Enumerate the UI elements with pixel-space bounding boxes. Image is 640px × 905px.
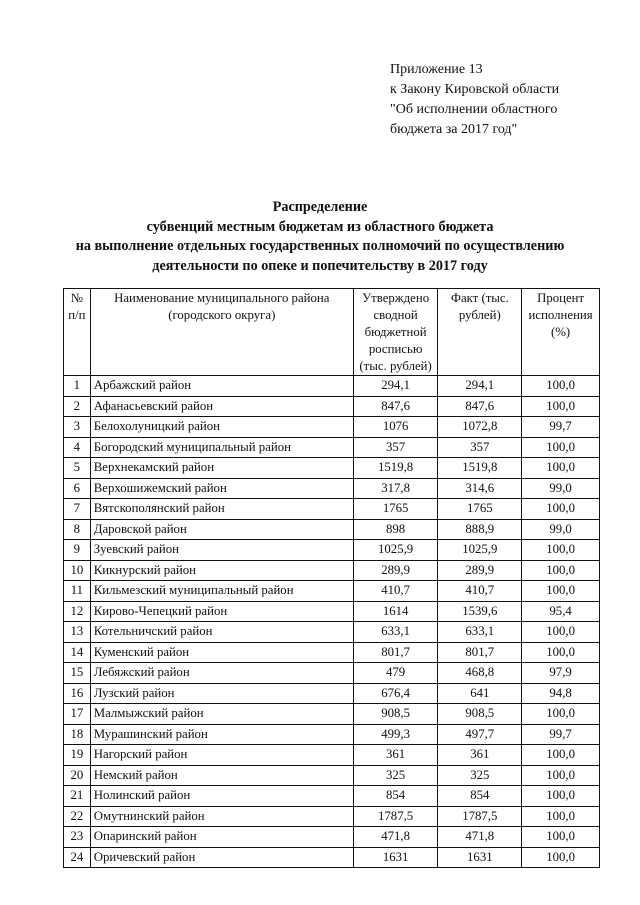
header-fact: Факт (тыс. рублей) (438, 289, 522, 376)
row-percent-cell: 100,0 (522, 437, 600, 458)
row-num-cell: 1 (64, 376, 91, 397)
row-name-cell: Нагорский район (90, 745, 353, 766)
row-approved-cell: 294,1 (353, 376, 438, 397)
row-fact-cell: 361 (438, 745, 522, 766)
row-name-cell: Зуевский район (90, 540, 353, 561)
appendix-line: бюджета за 2017 год" (390, 122, 518, 137)
row-approved-cell: 1076 (353, 417, 438, 438)
row-num-cell: 2 (64, 396, 91, 417)
row-approved-cell: 908,5 (353, 704, 438, 725)
row-percent-cell: 97,9 (522, 663, 600, 684)
table-row (64, 847, 600, 868)
row-percent-cell: 100,0 (522, 827, 600, 848)
table-row (64, 478, 600, 499)
table-row (64, 663, 600, 684)
row-percent-cell: 100,0 (522, 499, 600, 520)
row-percent-cell: 100,0 (522, 847, 600, 868)
row-name-cell: Кикнурский район (90, 560, 353, 581)
row-num-cell: 12 (64, 601, 91, 622)
table-row (64, 376, 600, 397)
row-fact-cell: 1519,8 (438, 458, 522, 479)
row-num-cell: 18 (64, 724, 91, 745)
row-percent-cell: 100,0 (522, 540, 600, 561)
row-approved-cell: 676,4 (353, 683, 438, 704)
row-approved-cell: 471,8 (353, 827, 438, 848)
row-approved-cell: 357 (353, 437, 438, 458)
row-percent-cell: 100,0 (522, 704, 600, 725)
row-num-cell: 6 (64, 478, 91, 499)
table-row (64, 724, 600, 745)
row-name-cell: Богородский муниципальный район (90, 437, 353, 458)
row-name-cell: Немский район (90, 765, 353, 786)
row-fact-cell: 847,6 (438, 396, 522, 417)
row-percent-cell: 99,0 (522, 519, 600, 540)
table-row (64, 581, 600, 602)
table-header-row (64, 289, 600, 376)
row-name-cell: Верхошижемский район (90, 478, 353, 499)
row-fact-cell: 1765 (438, 499, 522, 520)
subventions-table (63, 288, 600, 868)
row-percent-cell: 100,0 (522, 581, 600, 602)
row-percent-cell: 94,8 (522, 683, 600, 704)
row-fact-cell: 641 (438, 683, 522, 704)
row-num-cell: 19 (64, 745, 91, 766)
row-approved-cell: 479 (353, 663, 438, 684)
row-percent-cell: 100,0 (522, 622, 600, 643)
row-percent-cell: 100,0 (522, 806, 600, 827)
row-approved-cell: 898 (353, 519, 438, 540)
row-approved-cell: 361 (353, 745, 438, 766)
row-approved-cell: 1631 (353, 847, 438, 868)
row-name-cell: Малмыжский район (90, 704, 353, 725)
row-num-cell: 10 (64, 560, 91, 581)
row-approved-cell: 801,7 (353, 642, 438, 663)
table-row (64, 704, 600, 725)
row-fact-cell: 294,1 (438, 376, 522, 397)
table-row (64, 458, 600, 479)
row-fact-cell: 1631 (438, 847, 522, 868)
row-name-cell: Мурашинский район (90, 724, 353, 745)
row-name-cell: Омутнинский район (90, 806, 353, 827)
row-fact-cell: 1072,8 (438, 417, 522, 438)
row-num-cell: 11 (64, 581, 91, 602)
row-approved-cell: 1765 (353, 499, 438, 520)
table-row (64, 601, 600, 622)
row-fact-cell: 908,5 (438, 704, 522, 725)
row-name-cell: Арбажский район (90, 376, 353, 397)
row-fact-cell: 357 (438, 437, 522, 458)
row-num-cell: 17 (64, 704, 91, 725)
row-approved-cell: 1519,8 (353, 458, 438, 479)
table-row (64, 396, 600, 417)
table-row (64, 642, 600, 663)
row-num-cell: 8 (64, 519, 91, 540)
row-approved-cell: 317,8 (353, 478, 438, 499)
row-percent-cell: 99,7 (522, 724, 600, 745)
row-approved-cell: 1787,5 (353, 806, 438, 827)
row-percent-cell: 100,0 (522, 745, 600, 766)
row-num-cell: 14 (64, 642, 91, 663)
table-row (64, 622, 600, 643)
header-name: Наименование муниципального района (городского округа) (90, 289, 353, 376)
row-name-cell: Кильмезский муниципальный район (90, 581, 353, 602)
row-name-cell: Афанасьевский район (90, 396, 353, 417)
table-row (64, 827, 600, 848)
row-num-cell: 4 (64, 437, 91, 458)
row-num-cell: 16 (64, 683, 91, 704)
row-percent-cell: 95,4 (522, 601, 600, 622)
header-approved: Утверждено сводной бюджетной росписью (тыс. рублей) (353, 289, 438, 376)
row-fact-cell: 854 (438, 786, 522, 807)
row-num-cell: 23 (64, 827, 91, 848)
header-percent: Процент исполнения (%) (522, 289, 600, 376)
table-row (64, 806, 600, 827)
title-line: деятельности по опеке и попечительству в 2017 году (152, 257, 488, 274)
row-percent-cell: 99,0 (522, 478, 600, 499)
row-num-cell: 5 (64, 458, 91, 479)
row-fact-cell: 325 (438, 765, 522, 786)
row-name-cell: Нолинский район (90, 786, 353, 807)
title-line: на выполнение отдельных государственных полномочий по осуществлению (75, 238, 565, 254)
header-num: № п/п (64, 289, 91, 376)
row-percent-cell: 100,0 (522, 560, 600, 581)
title-line: Распределение (272, 199, 368, 215)
row-percent-cell: 100,0 (522, 458, 600, 479)
row-num-cell: 13 (64, 622, 91, 643)
row-fact-cell: 801,7 (438, 642, 522, 663)
row-num-cell: 9 (64, 540, 91, 561)
appendix-line: к Закону Кировской области (390, 82, 560, 97)
appendix-line: "Об исполнении областного (390, 102, 558, 117)
row-approved-cell: 854 (353, 786, 438, 807)
row-percent-cell: 100,0 (522, 765, 600, 786)
row-name-cell: Опаринский район (90, 827, 353, 848)
row-num-cell: 7 (64, 499, 91, 520)
row-approved-cell: 847,6 (353, 396, 438, 417)
row-approved-cell: 410,7 (353, 581, 438, 602)
row-num-cell: 22 (64, 806, 91, 827)
row-approved-cell: 499,3 (353, 724, 438, 745)
table-row (64, 417, 600, 438)
row-percent-cell: 100,0 (522, 396, 600, 417)
table-row (64, 540, 600, 561)
row-approved-cell: 289,9 (353, 560, 438, 581)
row-fact-cell: 468,8 (438, 663, 522, 684)
row-fact-cell: 314,6 (438, 478, 522, 499)
row-percent-cell: 100,0 (522, 642, 600, 663)
row-approved-cell: 633,1 (353, 622, 438, 643)
row-percent-cell: 99,7 (522, 417, 600, 438)
row-name-cell: Лузский район (90, 683, 353, 704)
row-fact-cell: 888,9 (438, 519, 522, 540)
row-approved-cell: 325 (353, 765, 438, 786)
row-fact-cell: 497,7 (438, 724, 522, 745)
row-name-cell: Лебяжский район (90, 663, 353, 684)
table-row (64, 765, 600, 786)
table-row (64, 519, 600, 540)
row-name-cell: Верхнекамский район (90, 458, 353, 479)
row-name-cell: Котельничский район (90, 622, 353, 643)
row-name-cell: Даровской район (90, 519, 353, 540)
row-approved-cell: 1025,9 (353, 540, 438, 561)
row-percent-cell: 100,0 (522, 786, 600, 807)
table-row (64, 786, 600, 807)
row-name-cell: Вятскополянский район (90, 499, 353, 520)
row-name-cell: Куменский район (90, 642, 353, 663)
row-fact-cell: 1025,9 (438, 540, 522, 561)
row-fact-cell: 633,1 (438, 622, 522, 643)
table-row (64, 683, 600, 704)
appendix-note (390, 60, 559, 140)
row-name-cell: Оричевский район (90, 847, 353, 868)
row-name-cell: Кирово-Чепецкий район (90, 601, 353, 622)
row-percent-cell: 100,0 (522, 376, 600, 397)
row-fact-cell: 410,7 (438, 581, 522, 602)
row-name-cell: Белохолуницкий район (90, 417, 353, 438)
row-num-cell: 15 (64, 663, 91, 684)
table-row (64, 560, 600, 581)
row-fact-cell: 289,9 (438, 560, 522, 581)
title-line: субвенций местным бюджетам из областного бюджета (146, 218, 494, 235)
row-num-cell: 3 (64, 417, 91, 438)
row-fact-cell: 471,8 (438, 827, 522, 848)
row-num-cell: 20 (64, 765, 91, 786)
row-fact-cell: 1539,6 (438, 601, 522, 622)
row-num-cell: 24 (64, 847, 91, 868)
appendix-line: Приложение 13 (390, 62, 483, 77)
row-fact-cell: 1787,5 (438, 806, 522, 827)
table-row (64, 499, 600, 520)
row-approved-cell: 1614 (353, 601, 438, 622)
row-num-cell: 21 (64, 786, 91, 807)
table-row (64, 745, 600, 766)
document-title (0, 198, 640, 276)
table-row (64, 437, 600, 458)
table-body (64, 376, 600, 868)
